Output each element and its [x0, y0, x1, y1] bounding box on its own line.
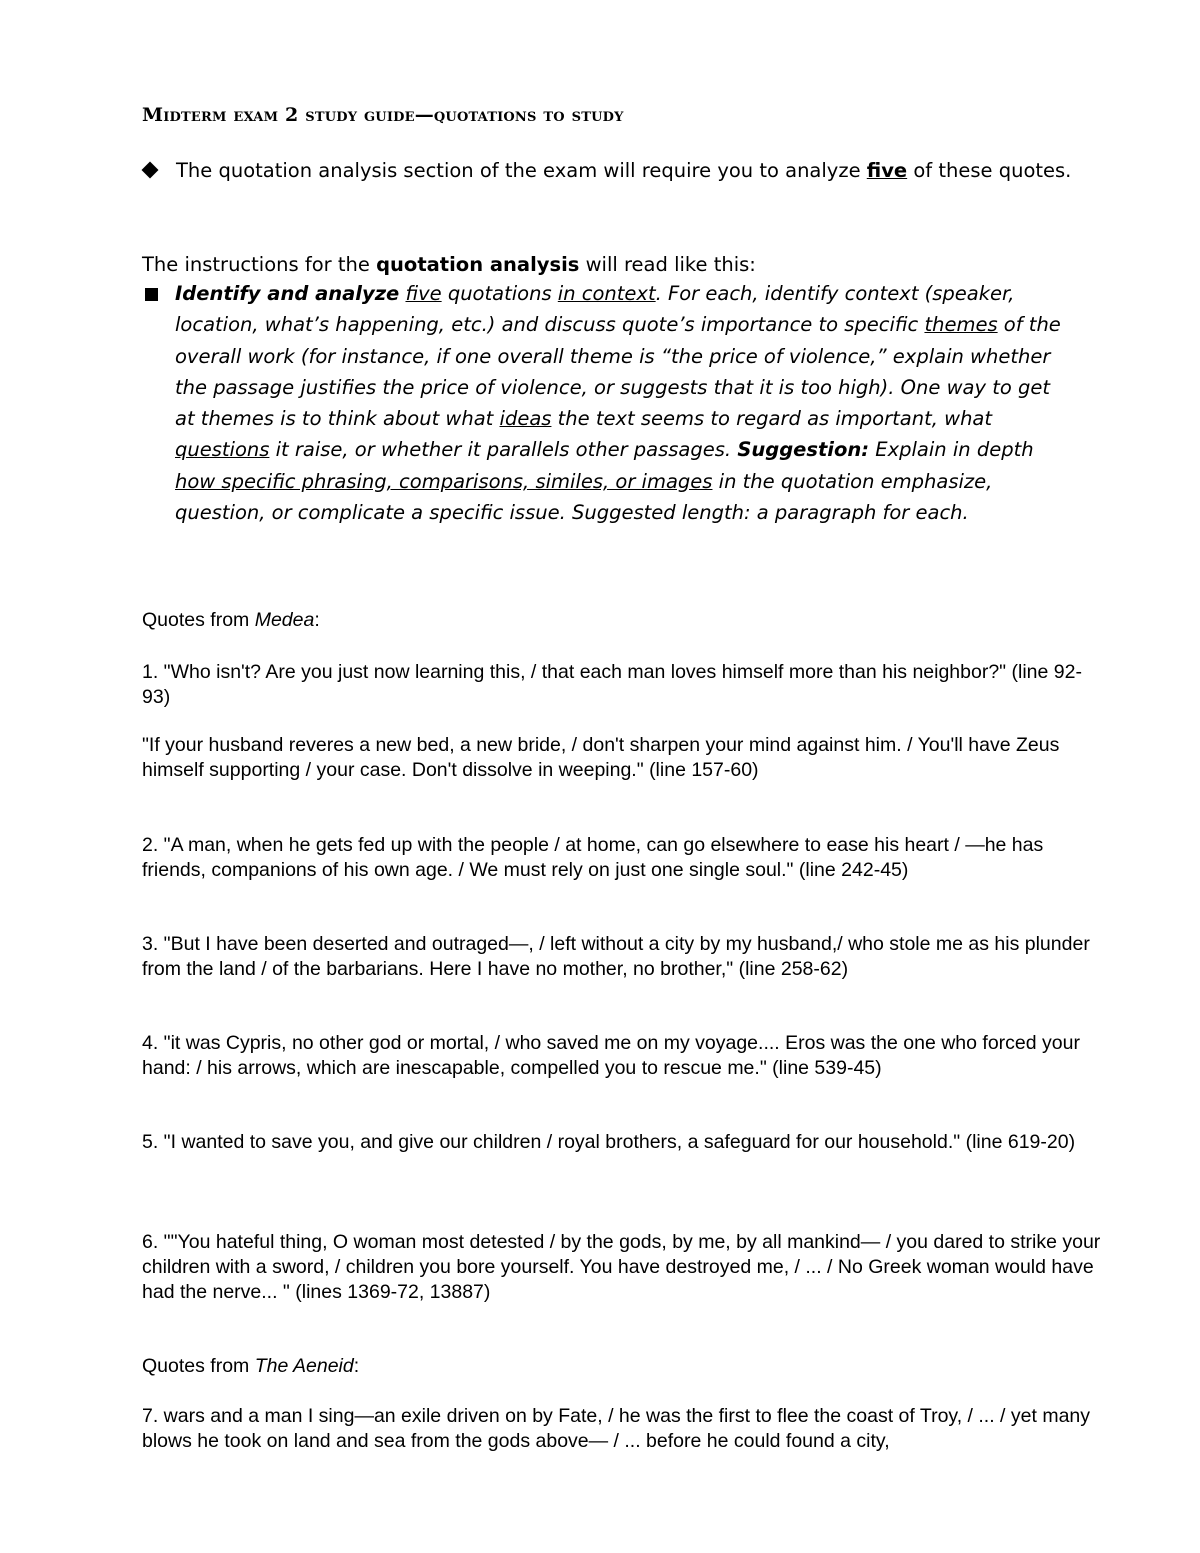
instructions-intro [142, 249, 756, 280]
quote-item: 5. "I wanted to save you, and give our children / royal brothers, a safeguard for our household." (line 619-20) [142, 1131, 1076, 1153]
quote-item: 7. wars and a man I sing—an exile driven on by Fate, / he was the first to flee the coast of Troy, / ... / yet many blows he took on land and sea from the gods above— / ... before he could found a city, [142, 1405, 1091, 1452]
instructions-intro-bold: quotation analysis [376, 253, 580, 276]
instruction-suggestion-label: Suggestion: [737, 438, 870, 462]
exam-note-after: of these quotes. [907, 159, 1072, 182]
instruction-seg: Explain in depth [869, 438, 1034, 462]
quote-item: 1. "Who isn't? Are you just now learning this, / that each man loves himself more than his neighbor?" (line 92-93) [142, 661, 1082, 708]
instruction-themes: themes [924, 313, 998, 337]
instruction-text [175, 278, 1065, 528]
medea-title: Medea [254, 609, 315, 631]
instruction-five: five [405, 282, 442, 305]
instruction-seg: it raise, or whether it parallels other passages. [269, 438, 738, 462]
quote-item: 6. ""You hateful thing, O woman most detested / by the gods, by me, by all mankind— / you dared to strike your children with a sword, / children you bore yourself. You have destroyed me, / ... / No Greek woman would have had the nerve... " (lines 1369-72, 13887) [142, 1231, 1101, 1303]
exam-note-text [176, 155, 1096, 186]
square-bullet-icon [145, 288, 158, 301]
aeneid-heading-before: Quotes from [142, 1355, 255, 1377]
instruction-seg: quotations [441, 282, 558, 305]
instruction-how: how specific phrasing, comparisons, similes, or images [175, 469, 713, 493]
medea-heading-before: Quotes from [142, 609, 255, 631]
instruction-seg: the text seems to regard as important, what [551, 407, 993, 431]
exam-note-emphasis: five [866, 159, 908, 182]
quote-item: 2. "A man, when he gets fed up with the people / at home, can go elsewhere to ease his heart / —he has friends, companions of his own age. / We must rely on just one single soul." (line 242-45) [142, 834, 1044, 881]
aeneid-heading-after: : [353, 1355, 360, 1377]
instruction-seg: in the quotation emphasize, question, or complicate a specific issue. Suggested length: a paragraph for each. [175, 469, 993, 525]
instruction-questions: questions [175, 438, 270, 462]
quote-item: "If your husband reveres a new bed, a new bride, / don't sharpen your mind against him. / You'll have Zeus himself supporting / your case. Don't dissolve in weeping." (line 157-60) [142, 734, 1060, 781]
instruction-ideas: ideas [499, 407, 552, 431]
page-title: Midterm exam 2 study guide—quotations to study [142, 104, 624, 126]
instruction-seg: . For each, identify context (speaker, location, what’s happening, etc.) and discuss quote’s importance to specific [175, 282, 1015, 337]
medea-heading [142, 608, 1102, 633]
medea-heading-after: : [314, 609, 320, 631]
instructions-intro-before: The instructions for the [142, 253, 377, 276]
quote-item: 3. "But I have been deserted and outraged—, / left without a city by my husband,/ who stole me as his plunder from the land / of the barbarians. Here I have no mother, no brother," (line 258-62) [142, 933, 1090, 980]
instruction-seg: of the overall work (for instance, if one overall theme is “the price of violence,” explain whether the passage justifies the price of violence, or suggests that it is too high). One way to get at themes is to think about what [175, 313, 1061, 431]
instructions-intro-after: will read like this: [579, 253, 756, 276]
exam-note-before: The quotation analysis section of the exam will require you to analyze [176, 159, 867, 182]
diamond-bullet-icon [142, 162, 159, 179]
aeneid-heading [142, 1354, 1102, 1379]
instruction-lead: Identify and analyze [175, 282, 400, 305]
aeneid-title: The Aeneid [254, 1355, 354, 1377]
instruction-in-context: in context [557, 282, 656, 305]
quote-item: 4. "it was Cypris, no other god or mortal, / who saved me on my voyage.... Eros was the one who forced your hand: / his arrows, which are inescapable, compelled you to rescue me." (line 539-45) [142, 1032, 1080, 1079]
